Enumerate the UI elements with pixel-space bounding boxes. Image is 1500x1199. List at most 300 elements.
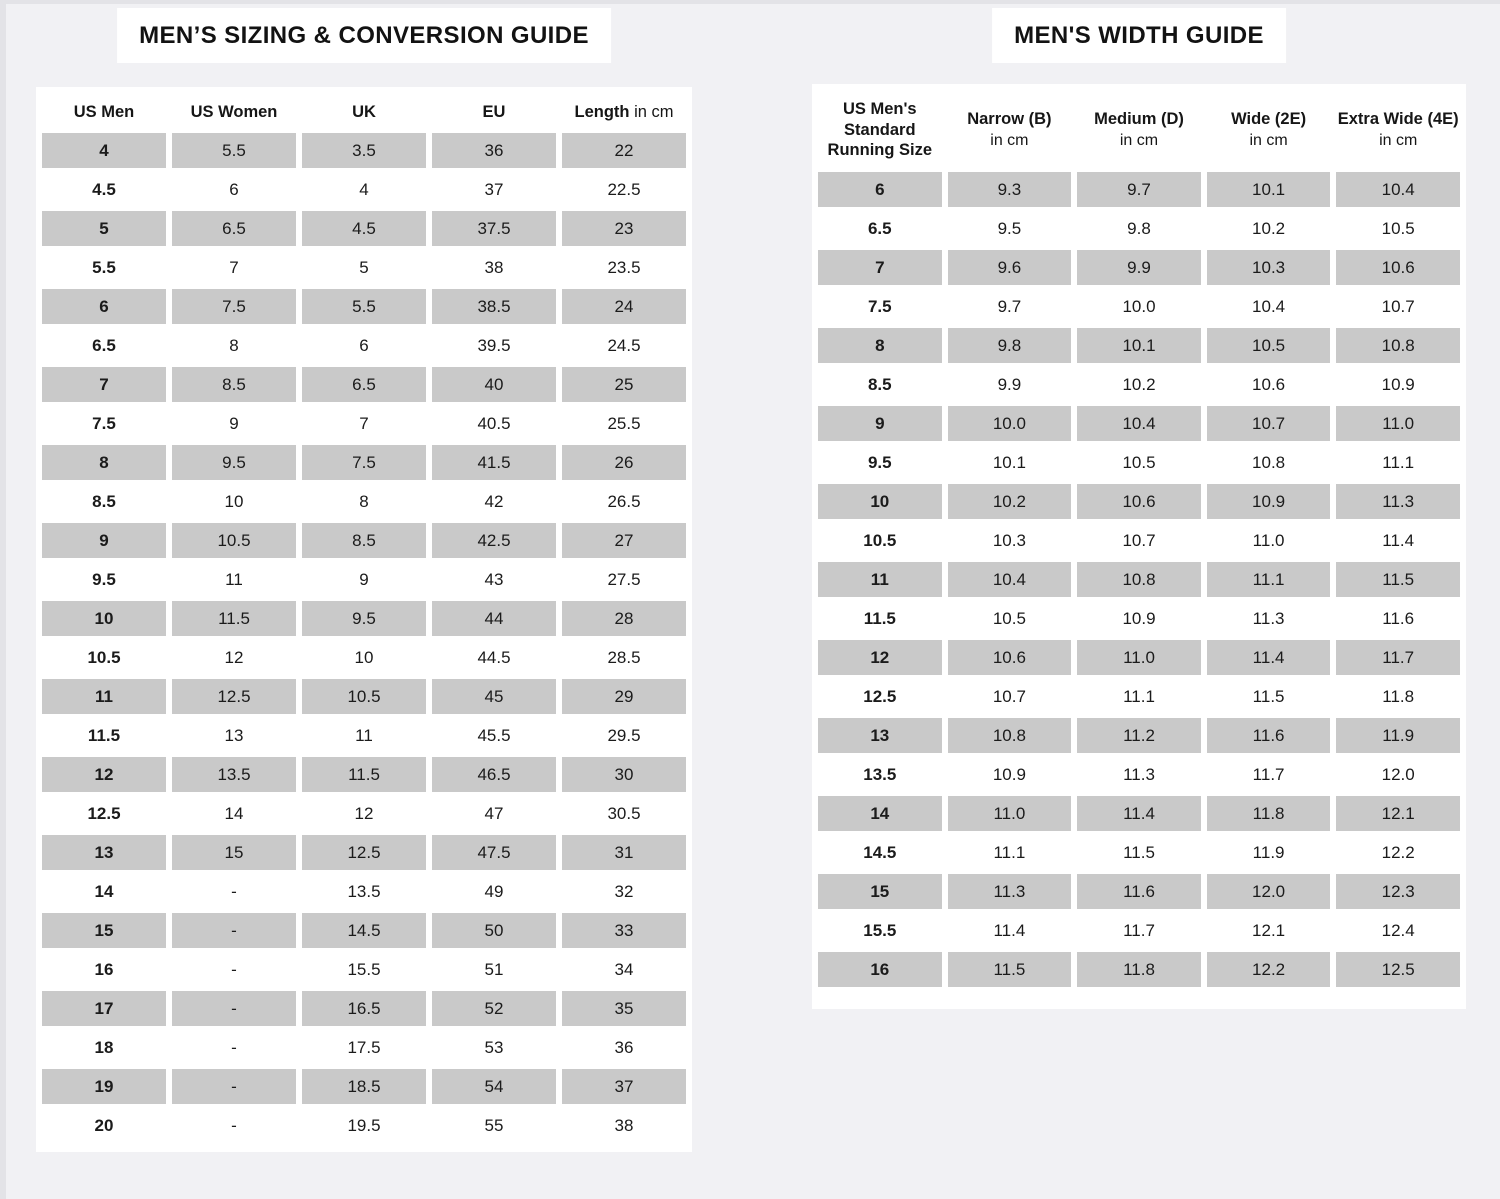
value-cell: 51 <box>484 959 504 979</box>
size-cell: 5.5 <box>92 257 116 277</box>
value-cell: 25 <box>562 367 686 402</box>
value-cell: 27 <box>562 523 686 558</box>
value-cell: 10.5 <box>1207 328 1331 363</box>
value-cell: 10.0 <box>948 406 1072 441</box>
value-cell: 12.0 <box>1207 874 1331 909</box>
value-cell: 9.9 <box>1077 250 1201 285</box>
column-header <box>562 93 686 131</box>
value-cell: 26 <box>562 445 686 480</box>
value-cell: 11 <box>225 569 243 589</box>
value-cell: 24 <box>562 289 686 324</box>
width-guide-title: MEN'S WIDTH GUIDE <box>1014 21 1264 49</box>
value-cell: 10.8 <box>1336 328 1460 363</box>
table-row <box>818 872 1460 911</box>
value-cell: 11.8 <box>1077 952 1201 987</box>
value-cell: 6.5 <box>302 367 426 402</box>
value-cell: 10.7 <box>1122 530 1156 550</box>
size-cell: 8 <box>42 445 166 480</box>
value-cell: 11.6 <box>1207 718 1331 753</box>
table-row <box>818 950 1460 989</box>
table-row <box>42 365 686 404</box>
value-cell: 29.5 <box>607 725 641 745</box>
table-row <box>42 131 686 170</box>
table-row <box>818 443 1460 482</box>
column-header <box>1336 90 1460 170</box>
column-header-label: EU <box>482 102 506 121</box>
value-cell: 10.8 <box>1077 562 1201 597</box>
value-cell: 11.0 <box>1252 530 1285 550</box>
size-cell: 19 <box>42 1069 166 1104</box>
width-guide-title-band <box>992 8 1286 63</box>
table-row <box>42 989 686 1028</box>
value-cell: 4.5 <box>302 211 426 246</box>
size-cell: 11 <box>818 562 942 597</box>
value-cell: 18.5 <box>302 1069 426 1104</box>
value-cell: 34 <box>614 959 634 979</box>
value-cell: 6.5 <box>172 211 296 246</box>
table-row <box>42 443 686 482</box>
table-row <box>818 326 1460 365</box>
value-cell: 10.1 <box>992 452 1026 472</box>
value-cell: 11.4 <box>1077 796 1201 831</box>
value-cell: 9.8 <box>1127 218 1151 238</box>
sizing-guide-title-band <box>117 8 611 63</box>
size-cell: 6 <box>42 289 166 324</box>
value-cell: 9.5 <box>997 218 1022 238</box>
table-row <box>818 287 1460 326</box>
value-cell: - <box>231 959 237 979</box>
column-header-label: UK <box>352 102 376 121</box>
table-row <box>818 755 1460 794</box>
value-cell: 11.1 <box>993 842 1026 862</box>
size-cell: 16 <box>94 959 114 979</box>
value-cell: 11.6 <box>1077 874 1201 909</box>
value-cell: 11.0 <box>1077 640 1201 675</box>
value-cell: 14 <box>224 803 244 823</box>
size-cell: 7 <box>818 250 942 285</box>
value-cell: - <box>172 991 296 1026</box>
value-cell: 29 <box>562 679 686 714</box>
value-cell: 11.4 <box>1382 530 1415 550</box>
value-cell: 38 <box>484 257 504 277</box>
value-cell: 9 <box>229 413 239 433</box>
page-edge-top <box>0 0 1500 4</box>
value-cell: 11.6 <box>1382 608 1415 628</box>
value-cell: 11.5 <box>948 952 1072 987</box>
size-cell: 11.5 <box>87 725 121 745</box>
value-cell: 11.0 <box>1336 406 1460 441</box>
value-cell: 28.5 <box>607 647 641 667</box>
value-cell: 10.4 <box>1077 406 1201 441</box>
value-cell: 11.2 <box>1077 718 1201 753</box>
value-cell: 12.4 <box>1381 920 1415 940</box>
value-cell: 9.7 <box>1077 172 1201 207</box>
table-row <box>818 248 1460 287</box>
size-cell: 14 <box>818 796 942 831</box>
size-cell: 10.5 <box>863 530 897 550</box>
value-cell: 10.6 <box>948 640 1072 675</box>
value-cell: 7 <box>359 413 369 433</box>
value-cell: 10.6 <box>1336 250 1460 285</box>
value-cell: 11.8 <box>1382 686 1415 706</box>
table-row <box>818 365 1460 404</box>
value-cell: 23 <box>562 211 686 246</box>
value-cell: 11.5 <box>1252 686 1285 706</box>
table-row <box>42 716 686 755</box>
value-cell: 10.5 <box>1122 452 1156 472</box>
table-row <box>42 1106 686 1145</box>
table-row <box>42 1028 686 1067</box>
value-cell: 37.5 <box>432 211 556 246</box>
value-cell: 16.5 <box>302 991 426 1026</box>
table-row <box>42 911 686 950</box>
value-cell: 10.3 <box>1207 250 1331 285</box>
column-header <box>948 90 1072 170</box>
size-cell: 4.5 <box>92 179 116 199</box>
value-cell: 38 <box>614 1115 634 1135</box>
size-cell: 12.5 <box>863 686 897 706</box>
value-cell: 12.2 <box>1381 842 1415 862</box>
value-cell: 11.3 <box>1252 608 1285 628</box>
table-row <box>42 170 686 209</box>
size-cell: 5 <box>42 211 166 246</box>
column-header-unit: in cm <box>629 102 674 121</box>
value-cell: 22.5 <box>607 179 641 199</box>
column-header-unit: in cm <box>1249 132 1288 150</box>
value-cell: 41.5 <box>432 445 556 480</box>
value-cell: 10.2 <box>948 484 1072 519</box>
value-cell: 10.6 <box>1252 374 1286 394</box>
value-cell: 10.6 <box>1077 484 1201 519</box>
value-cell: 12.5 <box>1336 952 1460 987</box>
value-cell: 11.3 <box>1336 484 1460 519</box>
size-cell: 10 <box>42 601 166 636</box>
value-cell: 11.5 <box>172 601 296 636</box>
value-cell: 36 <box>432 133 556 168</box>
value-cell: 35 <box>562 991 686 1026</box>
column-header <box>42 93 166 131</box>
value-cell: 10.7 <box>1207 406 1331 441</box>
value-cell: 10.0 <box>1122 296 1156 316</box>
value-cell: 11.5 <box>302 757 426 792</box>
value-cell: 33 <box>562 913 686 948</box>
value-cell: 4 <box>359 179 369 199</box>
value-cell: 15.5 <box>347 959 381 979</box>
column-header-label: Narrow (B) <box>967 109 1052 128</box>
value-cell: 10.2 <box>1252 218 1286 238</box>
value-cell: 39.5 <box>477 335 511 355</box>
value-cell: 11.0 <box>948 796 1072 831</box>
table-row <box>42 677 686 716</box>
value-cell: 12 <box>354 803 374 823</box>
value-cell: 11.4 <box>993 920 1026 940</box>
value-cell: 22 <box>562 133 686 168</box>
width-table-body <box>818 170 1460 989</box>
value-cell: 10.4 <box>1252 296 1286 316</box>
column-header-unit: in cm <box>1119 132 1159 150</box>
value-cell: 42.5 <box>432 523 556 558</box>
value-cell: 10.7 <box>992 686 1026 706</box>
value-cell: 42 <box>484 491 504 511</box>
value-cell: 11.4 <box>1207 640 1331 675</box>
table-row <box>818 677 1460 716</box>
width-table-header-row <box>818 90 1460 170</box>
value-cell: 10.5 <box>992 608 1026 628</box>
table-row <box>42 287 686 326</box>
value-cell: 13 <box>224 725 244 745</box>
value-cell: 19.5 <box>347 1115 381 1135</box>
value-cell: 9.5 <box>302 601 426 636</box>
value-cell: 37 <box>562 1069 686 1104</box>
table-row <box>818 209 1460 248</box>
size-cell: 12.5 <box>87 803 121 823</box>
value-cell: 8 <box>229 335 239 355</box>
table-row <box>42 404 686 443</box>
value-cell: 44.5 <box>477 647 511 667</box>
value-cell: 10.8 <box>948 718 1072 753</box>
value-cell: 7.5 <box>172 289 296 324</box>
table-row <box>818 638 1460 677</box>
value-cell: 47.5 <box>432 835 556 870</box>
value-cell: 11.8 <box>1207 796 1331 831</box>
value-cell: 10.5 <box>172 523 296 558</box>
value-cell: 10.3 <box>992 530 1026 550</box>
value-cell: 36 <box>614 1037 634 1057</box>
table-row <box>818 911 1460 950</box>
value-cell: 15 <box>172 835 296 870</box>
value-cell: 11.1 <box>1382 452 1415 472</box>
width-guide-table <box>812 84 1466 1009</box>
value-cell: 10.7 <box>1381 296 1415 316</box>
size-cell: 17 <box>42 991 166 1026</box>
table-row <box>818 833 1460 872</box>
value-cell: 24.5 <box>607 335 641 355</box>
value-cell: 54 <box>432 1069 556 1104</box>
value-cell: - <box>231 1037 237 1057</box>
value-cell: 28 <box>562 601 686 636</box>
value-cell: - <box>231 1115 237 1135</box>
value-cell: 11.7 <box>1336 640 1460 675</box>
column-header-unit: in cm <box>1379 132 1418 150</box>
column-header <box>1207 90 1331 170</box>
size-cell: 13 <box>818 718 942 753</box>
value-cell: 12.3 <box>1336 874 1460 909</box>
value-cell: 7.5 <box>302 445 426 480</box>
size-cell: 12 <box>818 640 942 675</box>
size-cell: 11 <box>42 679 166 714</box>
column-header-label: Length <box>574 102 630 121</box>
value-cell: 47 <box>484 803 504 823</box>
value-cell: 10.8 <box>1252 452 1286 472</box>
size-cell: 12 <box>42 757 166 792</box>
value-cell: 8.5 <box>302 523 426 558</box>
size-cell: 20 <box>94 1115 114 1135</box>
size-cell: 15 <box>42 913 166 948</box>
value-cell: 11.7 <box>1123 920 1155 940</box>
column-header <box>172 93 296 131</box>
table-row <box>818 794 1460 833</box>
table-row <box>42 872 686 911</box>
value-cell: 11.3 <box>1123 764 1155 784</box>
table-row <box>42 326 686 365</box>
value-cell: 3.5 <box>302 133 426 168</box>
value-cell: 10.5 <box>302 679 426 714</box>
value-cell: - <box>172 1069 296 1104</box>
value-cell: 45.5 <box>477 725 511 745</box>
value-cell: 11.5 <box>1123 842 1155 862</box>
value-cell: 6 <box>229 179 239 199</box>
value-cell: 30.5 <box>607 803 641 823</box>
value-cell: 43 <box>484 569 504 589</box>
size-cell: 14.5 <box>863 842 897 862</box>
table-row <box>42 521 686 560</box>
table-row <box>42 560 686 599</box>
value-cell: 11.7 <box>1252 764 1285 784</box>
table-row <box>42 638 686 677</box>
table-row <box>818 482 1460 521</box>
value-cell: 12.2 <box>1207 952 1331 987</box>
size-cell: 8.5 <box>92 491 116 511</box>
table-row <box>818 716 1460 755</box>
size-cell: 6.5 <box>92 335 116 355</box>
table-row <box>42 248 686 287</box>
value-cell: 49 <box>484 881 504 901</box>
value-cell: 10.4 <box>948 562 1072 597</box>
value-cell: 10 <box>354 647 374 667</box>
value-cell: 11.1 <box>1207 562 1331 597</box>
value-cell: 10.9 <box>1381 374 1415 394</box>
column-header-label: Extra Wide (4E) <box>1337 109 1459 128</box>
value-cell: 23.5 <box>607 257 641 277</box>
column-header <box>432 93 556 131</box>
value-cell: 12.1 <box>1252 920 1286 940</box>
size-cell: 9.5 <box>867 452 892 472</box>
table-row <box>42 1067 686 1106</box>
table-row <box>818 521 1460 560</box>
value-cell: 46.5 <box>432 757 556 792</box>
size-cell: 18 <box>94 1037 114 1057</box>
value-cell: 12.5 <box>172 679 296 714</box>
value-cell: 9.8 <box>948 328 1072 363</box>
value-cell: 45 <box>432 679 556 714</box>
size-cell: 7.5 <box>92 413 116 433</box>
value-cell: 11.3 <box>948 874 1072 909</box>
table-row <box>42 209 686 248</box>
value-cell: 11 <box>355 725 373 745</box>
value-cell: 5 <box>359 257 369 277</box>
size-cell: 4 <box>42 133 166 168</box>
value-cell: 37 <box>484 179 504 199</box>
column-header-label: US Women <box>190 102 278 121</box>
value-cell: - <box>231 881 237 901</box>
size-cell: 15 <box>818 874 942 909</box>
value-cell: 10.9 <box>1122 608 1156 628</box>
size-cell: 6.5 <box>867 218 892 238</box>
value-cell: 10.2 <box>1122 374 1156 394</box>
page-edge-left <box>0 0 6 1199</box>
value-cell: 14.5 <box>302 913 426 948</box>
column-header-unit: in cm <box>990 132 1029 150</box>
table-row <box>42 794 686 833</box>
value-cell: 10.9 <box>1207 484 1331 519</box>
value-cell: 11.9 <box>1252 842 1285 862</box>
table-row <box>42 482 686 521</box>
value-cell: 52 <box>432 991 556 1026</box>
table-row <box>818 404 1460 443</box>
size-cell: 9 <box>42 523 166 558</box>
column-header-label: Wide (2E) <box>1231 109 1307 128</box>
value-cell: 40 <box>432 367 556 402</box>
value-cell: 27.5 <box>607 569 641 589</box>
size-cell: 13 <box>42 835 166 870</box>
size-cell: 8 <box>818 328 942 363</box>
value-cell: 10 <box>224 491 244 511</box>
column-header-label: Medium (D) <box>1094 109 1184 128</box>
value-cell: 10.4 <box>1336 172 1460 207</box>
size-cell: 9 <box>818 406 942 441</box>
value-cell: 8 <box>359 491 369 511</box>
size-cell: 16 <box>818 952 942 987</box>
value-cell: 9.9 <box>997 374 1022 394</box>
size-cell: 14 <box>94 881 114 901</box>
value-cell: 10.1 <box>1207 172 1331 207</box>
column-header <box>302 93 426 131</box>
sizing-table-header-row <box>42 93 686 131</box>
value-cell: 9.5 <box>172 445 296 480</box>
value-cell: 12.0 <box>1381 764 1415 784</box>
value-cell: 12.1 <box>1336 796 1460 831</box>
value-cell: - <box>172 913 296 948</box>
column-header <box>818 90 942 170</box>
value-cell: 12 <box>224 647 244 667</box>
value-cell: 6 <box>359 335 369 355</box>
value-cell: 9.7 <box>997 296 1022 316</box>
size-cell: 7.5 <box>867 296 892 316</box>
value-cell: 12.5 <box>302 835 426 870</box>
value-cell: 31 <box>562 835 686 870</box>
table-row <box>818 560 1460 599</box>
column-header-label: US Men's Standard Running Size <box>827 100 933 160</box>
value-cell: 11.1 <box>1123 686 1155 706</box>
value-cell: 32 <box>614 881 634 901</box>
value-cell: 9.3 <box>948 172 1072 207</box>
size-cell: 6 <box>818 172 942 207</box>
size-cell: 13.5 <box>863 764 897 784</box>
size-cell: 8.5 <box>867 374 892 394</box>
size-cell: 10 <box>818 484 942 519</box>
value-cell: 13.5 <box>347 881 381 901</box>
size-cell: 7 <box>42 367 166 402</box>
value-cell: 9 <box>359 569 369 589</box>
value-cell: 26.5 <box>607 491 641 511</box>
table-row <box>42 833 686 872</box>
sizing-conversion-table <box>36 87 692 1152</box>
column-header <box>1077 90 1201 170</box>
value-cell: 11.5 <box>1336 562 1460 597</box>
value-cell: 5.5 <box>172 133 296 168</box>
value-cell: 17.5 <box>347 1037 381 1057</box>
value-cell: 53 <box>484 1037 504 1057</box>
size-cell: 10.5 <box>87 647 121 667</box>
value-cell: 8.5 <box>172 367 296 402</box>
value-cell: 10.1 <box>1077 328 1201 363</box>
sizing-guide-title: MEN’S SIZING & CONVERSION GUIDE <box>139 21 589 49</box>
value-cell: 44 <box>432 601 556 636</box>
value-cell: 10.5 <box>1381 218 1415 238</box>
value-cell: 50 <box>432 913 556 948</box>
value-cell: 38.5 <box>432 289 556 324</box>
value-cell: 30 <box>562 757 686 792</box>
